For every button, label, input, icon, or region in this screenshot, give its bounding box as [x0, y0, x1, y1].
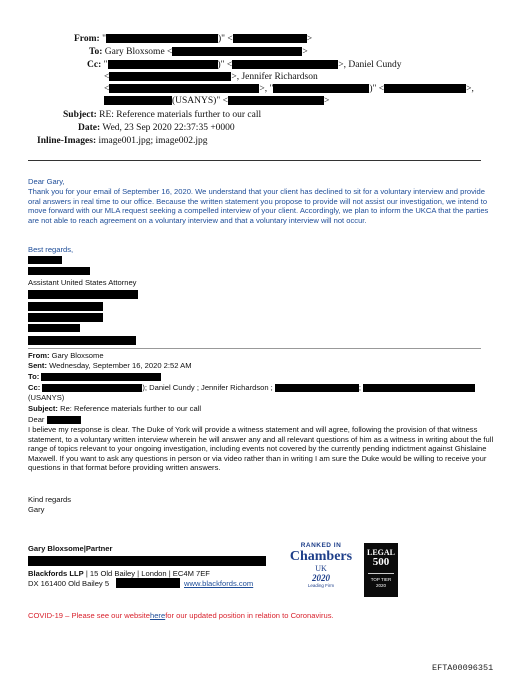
redaction	[28, 256, 62, 264]
bates-number: EFTA00096351	[432, 663, 494, 673]
redaction	[275, 384, 359, 392]
header-cc-label: Cc:	[87, 60, 102, 70]
redaction	[47, 416, 81, 424]
redaction	[108, 60, 218, 69]
header-from-row: From: " )" < >	[74, 34, 313, 44]
redaction	[273, 84, 369, 93]
orig-sent-label: Sent:	[28, 361, 47, 370]
orig-usanys: (USANYS)	[28, 393, 65, 402]
redaction	[109, 84, 259, 93]
orig-to-row	[28, 372, 498, 382]
quote-divider	[28, 348, 481, 349]
orig-kind-regards: Kind regards	[28, 495, 72, 504]
header-subject-row	[63, 110, 261, 121]
header-cc-row-4: (USANYS)" < >	[104, 96, 329, 107]
header-cc-row-3: < >, " )" < >,	[104, 84, 474, 94]
chambers-leading: Leading Firm	[307, 583, 335, 588]
header-subject-value: RE: Reference materials further to our call	[99, 110, 262, 120]
orig-cc-row: Cc: ); Daniel Cundy ; Jennifer Richardson ; ;	[28, 383, 498, 393]
header-date-value: Wed, 23 Sep 2020 22:37:35 +0000	[102, 123, 235, 133]
redaction	[28, 313, 103, 322]
chambers-name: Chambers	[289, 549, 353, 564]
redaction	[233, 34, 307, 43]
redaction	[28, 290, 138, 299]
redaction	[104, 96, 172, 105]
header-divider	[28, 160, 481, 161]
header-images-value: image001.jpg; image002.jpg	[98, 136, 208, 146]
covid-here-link[interactable]: here	[149, 611, 166, 620]
redaction	[232, 60, 338, 69]
header-images-row	[37, 136, 207, 147]
chambers-ranked: RANKED IN	[300, 542, 342, 549]
redaction	[172, 47, 302, 56]
legal500-badge	[364, 543, 398, 597]
legal500-500: 500	[372, 556, 390, 568]
legal500-top-tier: TOP TIER	[370, 577, 392, 582]
redaction	[28, 324, 80, 332]
signature-dx: DX 161400 Old Bailey 5	[28, 579, 110, 588]
orig-from-label: From:	[28, 351, 50, 360]
reply-greeting: Dear Gary,	[28, 177, 65, 186]
orig-from-value: Gary Bloxsome	[51, 351, 104, 360]
header-cc-row-2: < >, Jennifer Richardson	[104, 72, 318, 82]
signature-address: | 15 Old Bailey | London | EC4M 7EF	[85, 569, 210, 578]
signature-firm: Blackfords LLP	[28, 569, 84, 578]
chambers-year: 2020	[312, 573, 330, 583]
orig-subject-value: Re: Reference materials further to our call	[60, 404, 202, 413]
header-date-label: Date:	[78, 123, 101, 133]
reply-paragraph: Thank you for your email of September 16, 2020. We understand that your client has declined to sit for a voluntary interview and provide oral answers in real time to our office. Because the written statement you propose to provide will not assist our investigation, we intend to move forward with our MLA request seeking a compelled interview of your client. Accordingly, we plan to inform the UKCA that the parties are not able to reach agreement on a voluntary interview and that a voluntary interview will not occur.	[28, 187, 489, 225]
redaction	[41, 373, 161, 381]
redaction	[228, 96, 324, 105]
legal500-legal: LEGAL	[366, 548, 395, 557]
orig-dear-row: Dear	[28, 415, 498, 425]
header-from-label: From:	[74, 34, 100, 44]
chambers-uk: UK	[315, 564, 327, 573]
reply-signature-title: Assistant United States Attorney	[28, 278, 137, 287]
orig-to-label: To:	[28, 372, 40, 381]
redaction	[42, 384, 142, 392]
orig-body: I believe my response is clear. The Duke of York will provide a witness statement and will agree, following the provision of that witness statement, to a voluntary written interview wherein he will answer any and all relevant questions of him as a witness in writing about the full range of topics relevant to your ongoing investigation, including events not covered by the currently pending indictment against Ghislaine Maxwell. If you want to ask any questions in person or via video rather than in writing I am sure the Duke would be willing to receive your questions in that format before providing written answers.	[28, 425, 494, 473]
signature-name: Gary Bloxsome|Partner	[28, 544, 113, 553]
orig-sent-value: Wednesday, September 16, 2020 2:52 AM	[49, 361, 192, 370]
header-to-value: Gary Bloxsome <	[104, 47, 173, 57]
redaction	[109, 72, 231, 81]
covid-notice: COVID-19 – Please see our websiteherefor our updated position in relation to Coronavirus.	[28, 611, 334, 620]
chambers-badge	[282, 540, 360, 600]
header-date-row	[78, 123, 235, 134]
header-to-label: To:	[89, 47, 103, 57]
orig-subject-row	[28, 404, 498, 414]
redaction	[28, 267, 90, 275]
orig-cc-label: Cc:	[28, 383, 41, 392]
redaction	[106, 34, 218, 43]
redaction	[28, 336, 136, 345]
redaction	[28, 556, 266, 566]
orig-sent-row	[28, 361, 498, 371]
header-subject-label: Subject:	[63, 110, 97, 120]
legal500-year: 2020	[375, 583, 386, 588]
legal500-divider	[368, 573, 394, 574]
reply-closing: Best regards,	[28, 245, 74, 254]
redaction	[28, 302, 103, 311]
signature-website-link[interactable]: www.blackfords.com	[184, 579, 254, 588]
orig-subject-label: Subject:	[28, 404, 58, 413]
redaction	[384, 84, 466, 93]
redaction	[363, 384, 475, 392]
header-images-label: Inline-Images:	[37, 136, 97, 146]
redaction	[116, 578, 180, 588]
orig-from-row	[28, 351, 498, 361]
header-cc-row: Cc: " )" < >, Daniel Cundy	[87, 60, 402, 70]
orig-name: Gary	[28, 505, 45, 514]
header-to-row: To: Gary Bloxsome < >	[89, 47, 308, 57]
